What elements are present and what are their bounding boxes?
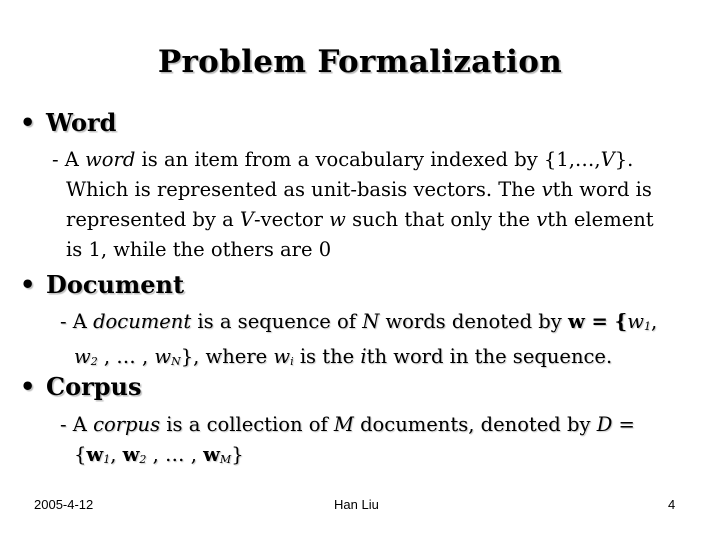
bullet-word	[20, 108, 116, 137]
document-definition	[60, 307, 710, 377]
var-i: i	[360, 345, 367, 368]
text: documents, denoted by	[353, 413, 597, 436]
var-w: w	[273, 345, 291, 368]
var-w-bold: w	[122, 443, 140, 466]
var-V: V	[600, 148, 615, 171]
text: A	[72, 413, 94, 436]
var-v: v	[541, 178, 553, 201]
document-line-1	[60, 307, 710, 342]
text: words denoted by	[379, 310, 568, 333]
text: -vector	[254, 208, 330, 231]
bullet-document	[20, 270, 184, 299]
subscript: i	[290, 355, 294, 368]
document-line-2	[60, 342, 710, 377]
text: A	[64, 148, 86, 171]
text: represented by a	[66, 208, 240, 231]
var-w: w	[329, 208, 346, 231]
text: Which is represented as unit-basis vectors. The	[66, 178, 542, 201]
corpus-line-1	[60, 410, 710, 440]
bullet-word-heading: Word	[46, 108, 117, 137]
var-w: w	[74, 345, 91, 368]
var-M: M	[333, 413, 354, 436]
var-w-bold: w	[86, 443, 104, 466]
dash: -	[60, 413, 67, 436]
var-V: V	[239, 208, 254, 231]
dash: -	[60, 310, 67, 333]
text: th word is	[552, 178, 652, 201]
subscript: N	[171, 355, 181, 368]
footer-page-number: 4	[668, 497, 676, 512]
var-D: D	[596, 413, 613, 436]
text: , … ,	[97, 345, 155, 368]
var-w: w	[154, 345, 172, 368]
footer-author: Han Liu	[334, 497, 379, 512]
var-w-bold: w	[567, 310, 585, 333]
text: ,	[110, 443, 123, 466]
var-v: v	[536, 208, 548, 231]
bullet-corpus-heading: Corpus	[46, 372, 142, 401]
text: }.	[614, 148, 634, 171]
var-w: w	[627, 310, 644, 333]
bullet-dot: •	[20, 270, 36, 299]
text: is the	[293, 345, 361, 368]
term-document: document	[93, 310, 192, 333]
word-definition	[52, 145, 702, 265]
bullet-dot: •	[20, 372, 36, 401]
text: th element	[547, 208, 654, 231]
subscript: M	[219, 453, 232, 466]
word-line-1	[52, 145, 702, 175]
text: =	[612, 413, 635, 436]
word-line-4	[52, 235, 702, 265]
text: is a collection of	[160, 413, 334, 436]
text: }	[231, 443, 244, 466]
text: is a sequence of	[191, 310, 363, 333]
text: such that only the	[345, 208, 537, 231]
text: th word in the sequence.	[366, 345, 613, 368]
var-w-bold: w	[203, 443, 220, 466]
bullet-corpus	[20, 372, 142, 401]
subscript: 1	[103, 453, 111, 466]
bullet-document-heading: Document	[46, 270, 185, 299]
text: = {	[584, 310, 628, 333]
corpus-line-2	[60, 440, 710, 475]
text: {	[74, 443, 87, 466]
text: , … ,	[146, 443, 204, 466]
text: ,	[650, 310, 658, 333]
var-N: N	[362, 310, 380, 333]
term-word: word	[85, 148, 136, 171]
corpus-definition	[60, 410, 710, 475]
bullet-dot: •	[20, 108, 36, 137]
subscript: 2	[139, 453, 147, 466]
slide-title: Problem Formalization	[157, 44, 563, 80]
dash: -	[52, 148, 59, 171]
term-corpus: corpus	[93, 413, 161, 436]
subscript: 1	[643, 320, 651, 333]
subscript: 2	[90, 355, 98, 368]
footer-date: 2005-4-12	[34, 497, 94, 512]
text: A	[72, 310, 94, 333]
text: }, where	[180, 345, 274, 368]
text: is an item from a vocabulary indexed by {1,…,	[135, 148, 601, 171]
word-line-2	[52, 175, 702, 205]
text: is 1, while the others are 0	[66, 238, 332, 261]
word-line-3	[52, 205, 702, 235]
